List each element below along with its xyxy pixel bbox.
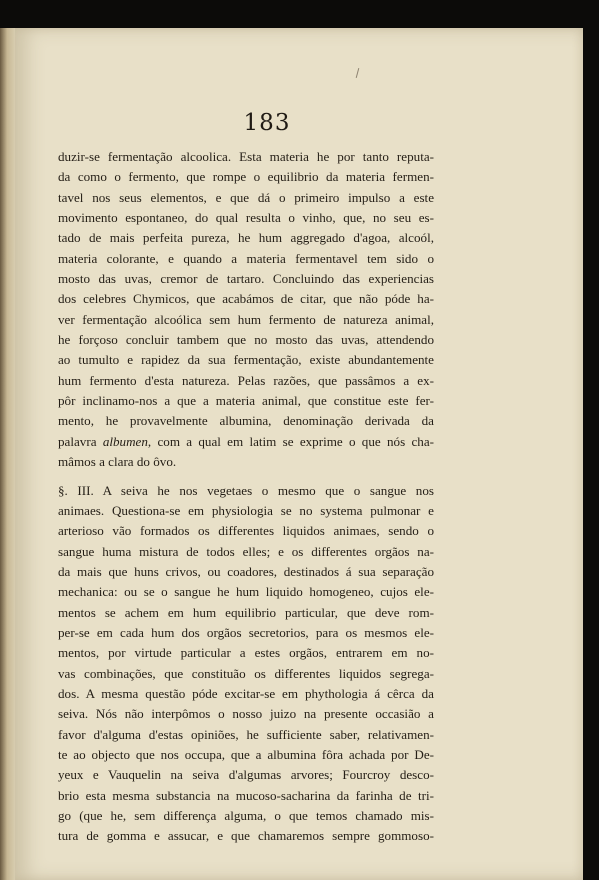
text-line: da como o fermento, que rompe o equilibrio da materia fermen- bbox=[58, 169, 434, 185]
text-line: duzir-se fermentação alcoolica. Esta materia he por tanto reputa- bbox=[58, 149, 434, 164]
text-line: vas combinações, que constituão os differentes liquidos segrega- bbox=[58, 665, 434, 681]
text-line: animaes. Questiona-se em physiologia se no systema pulmonar e bbox=[58, 502, 434, 518]
text-line: dos. A mesma questão póde excitar-se em phythologia á cêrca da bbox=[58, 685, 434, 701]
text-line: arterioso vão formados os differentes liquidos animaes, sendo o bbox=[58, 523, 434, 539]
text-line: seiva. Nós não interpômos o nosso juizo na presente occasião a bbox=[58, 706, 434, 722]
text-line: go (que he, sem differença alguma, o que temos chamado mis- bbox=[58, 808, 434, 823]
text-line: pôr inclinamo-nos a que a materia animal, que constitue este fer- bbox=[58, 393, 434, 409]
text-line: sangue huma mistura de todos elles; e os differentes orgãos na- bbox=[58, 543, 434, 559]
text-line: per-se em cada hum dos orgãos secretorios, para os mesmos ele- bbox=[58, 624, 434, 640]
text-line: tado de mais perfeita pureza, he hum aggregado d'agoa, alcoól, bbox=[58, 230, 434, 246]
text-line: mosto das uvas, cremor de tartaro. Concluindo das experiencias bbox=[58, 271, 434, 287]
italic-word: albumen bbox=[102, 433, 148, 449]
text-line: da mais que huns crivos, ou coadores, destinados á sua separação bbox=[58, 563, 434, 579]
left-page-edge bbox=[0, 28, 16, 880]
section-heading-line: §. III. A seiva he nos vegetaes o mesmo que o sangue nos bbox=[58, 482, 434, 498]
text-line: hum fermento d'esta natureza. Pelas razões, que passâmos a ex- bbox=[58, 372, 434, 388]
text-line: he forçoso concluir tambem que no mosto das uvas, attendendo bbox=[58, 332, 434, 348]
text-line: tura de gomma e assucar, e que chamaremos sempre gommoso- bbox=[58, 828, 434, 844]
text-line: mâmos a clara do ôvo. bbox=[58, 454, 177, 470]
text-line: materia colorante, e quando a materia fermentavel tem sido o bbox=[58, 250, 434, 266]
page-number: 183 bbox=[243, 110, 291, 136]
text-line: ver fermentação alcoólica sem hum fermento de natureza animal, bbox=[58, 311, 434, 327]
text-line: brio esta mesma substancia na mucoso-sacharina da farinha de tri- bbox=[58, 787, 434, 803]
text-line: tavel nos seus elementos, e que dá o primeiro impulso a este bbox=[58, 189, 434, 205]
text-line: te ao objecto que nos occupa, que a albumina fôra achada por De- bbox=[58, 746, 434, 762]
paragraph-spacer bbox=[58, 473, 434, 481]
text-line: yeux e Vauquelin na seiva d'algumas arvores; Fourcroy desco- bbox=[58, 767, 434, 783]
text-line: ao tumulto e rapidez da sua fermentação, existe abundantemente bbox=[58, 352, 434, 368]
text-line: movimento espontaneo, do qual resulta o vinho, que, no seu es- bbox=[58, 210, 434, 226]
text-line: mento, he provavelmente albumina, denominação derivada da bbox=[58, 413, 434, 429]
text-line: dos celebres Chymicos, que acabámos de citar, que não póde ha- bbox=[58, 291, 434, 307]
text-line bbox=[58, 432, 434, 452]
text-line: mechanica: ou se o sangue he hum liquido homogeneo, cujos ele- bbox=[58, 584, 434, 600]
text-segment: , com a qual em latim se exprime o que nós cha- bbox=[147, 433, 434, 449]
right-scan-border bbox=[583, 28, 599, 880]
text-segment: palavra bbox=[58, 433, 103, 449]
text-line: favor d'alguma d'estas opiniões, he sufficiente saber, relativamen- bbox=[58, 726, 434, 742]
text-line: mentos se achem em hum equilibrio particular, que deve rom- bbox=[58, 604, 434, 620]
text-line: mentos, por virtude particular a estes orgãos, entrarem em no- bbox=[58, 645, 434, 661]
body-text bbox=[58, 147, 434, 847]
